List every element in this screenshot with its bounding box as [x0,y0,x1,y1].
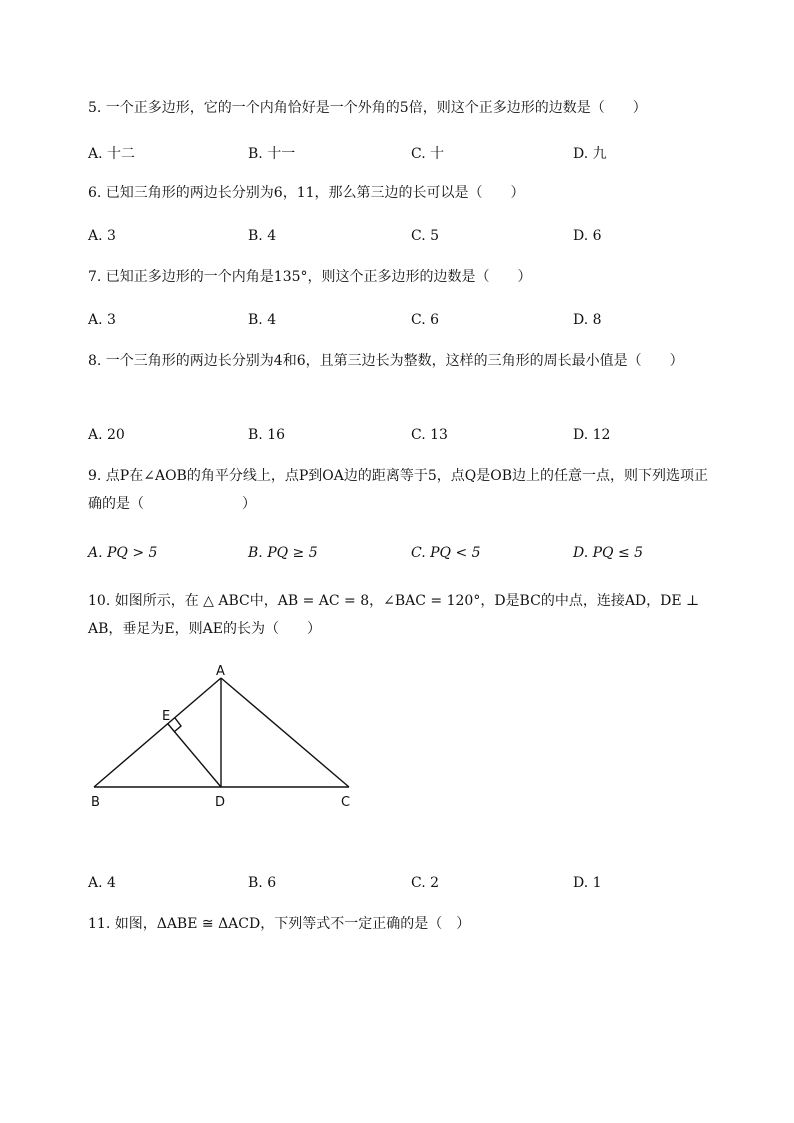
option-d: D. PQ ≤ 5 [573,545,644,561]
question-8: 8. 一个三角形的两边长分别为4和6，且第三边长为整数，这样的三角形的周长最小值是（ ） [88,353,684,369]
option-b: B. 十一 [248,146,296,162]
label-b: B [91,795,100,810]
option-d: D. 6 [573,228,602,244]
label-d: D [215,795,226,810]
option-d: D. 8 [573,312,602,328]
right-angle-mark [174,718,181,732]
label-a: A [216,664,225,679]
question-8-options [88,427,708,447]
option-b: B. 4 [248,312,277,328]
question-6: 6. 已知三角形的两边长分别为6，11，那么第三边的长可以是（ ） [88,185,525,201]
option-b: B. 6 [248,875,277,891]
option-d: D. 1 [573,875,602,891]
option-a: A. 3 [88,228,116,244]
option-d: D. 12 [573,427,611,443]
question-11: 11. 如图，ΔABE ≅ ΔACD，下列等式不一定正确的是（ ） [88,916,471,932]
option-a: A. PQ > 5 [88,545,158,561]
question-10: 10. 如图所示，在 △ ABC中，AB = AC = 8，∠BAC = 120°，D是BC的中点，连接AD，DE ⊥ AB，垂足为E，则AE的长为（ ） [88,593,700,637]
option-c: C. 十 [411,146,445,162]
question-10-options [88,875,708,895]
option-c: C. 6 [411,312,440,328]
option-c: C. 13 [411,427,448,443]
option-b: B. PQ ≥ 5 [248,545,318,561]
question-5-options [88,143,708,163]
option-a: A. 3 [88,312,116,328]
question-7-options [88,312,708,332]
question-9-options [88,545,708,565]
label-c: C [341,795,351,810]
triangle-figure [88,662,358,812]
segment-ab [94,678,221,787]
segment-ac [221,678,349,787]
question-5: 5. 一个正多边形，它的一个内角恰好是一个外角的5倍，则这个正多边形的边数是（ ） [88,100,647,116]
option-a: A. 十二 [88,146,136,162]
option-a: A. 4 [88,875,116,891]
option-b: B. 4 [248,228,277,244]
option-c: C. PQ < 5 [411,545,481,561]
option-a: A. 20 [88,427,125,443]
question-7: 7. 已知正多边形的一个内角是135°，则这个正多边形的边数是（ ） [88,269,532,285]
option-d: D. 九 [573,146,607,162]
option-c: C. 2 [411,875,440,891]
option-b: B. 16 [248,427,286,443]
question-9: 9. 点P在∠AOB的角平分线上，点P到OA边的距离等于5，点Q是OB边上的任意一点，则下列选项正确的是（ ） [88,468,708,512]
segment-de [168,724,221,787]
label-e: E [162,709,171,724]
option-c: C. 5 [411,228,440,244]
question-6-options [88,228,708,248]
